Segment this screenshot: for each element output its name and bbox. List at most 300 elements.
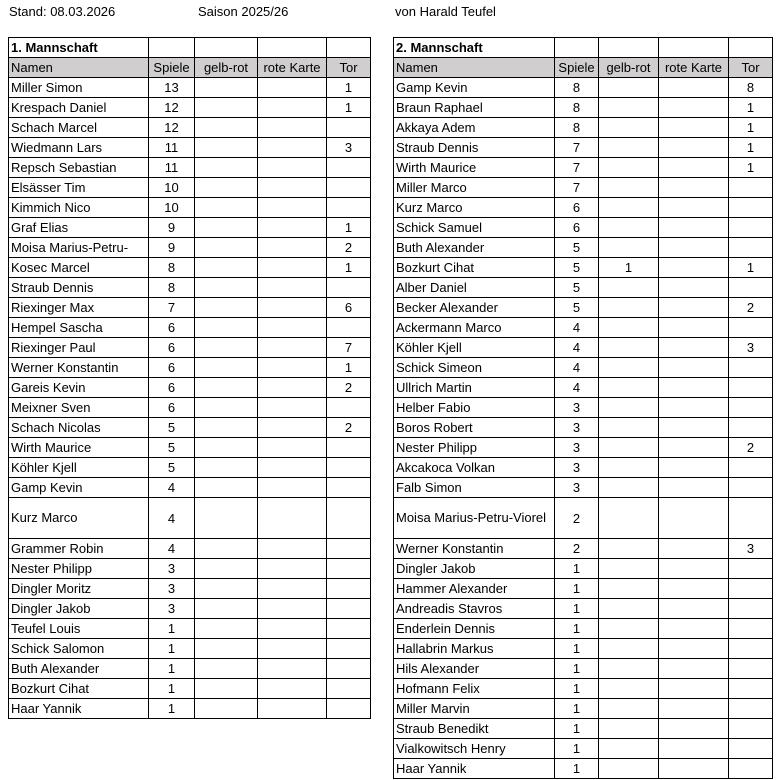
player-name: Dingler Moritz (9, 579, 149, 599)
red-card-count (258, 639, 327, 659)
games-count: 2 (555, 498, 599, 539)
table-row (394, 178, 773, 198)
table-row (394, 78, 773, 98)
games-count: 4 (555, 318, 599, 338)
player-name: Moisa Marius-Petru- (9, 238, 149, 258)
goals-count (729, 418, 773, 438)
goals-count (327, 438, 371, 458)
red-card-count (659, 258, 729, 278)
games-count: 6 (149, 398, 195, 418)
empty-cell (258, 38, 327, 58)
red-card-count (258, 78, 327, 98)
table-row (394, 438, 773, 458)
goals-count (729, 398, 773, 418)
goals-count (327, 599, 371, 619)
games-count: 4 (149, 478, 195, 498)
yellow-red-count (195, 218, 258, 238)
games-count: 5 (149, 438, 195, 458)
games-count: 2 (555, 539, 599, 559)
yellow-red-count (195, 158, 258, 178)
table-row (9, 659, 371, 679)
table-row (394, 278, 773, 298)
column-header-name: Namen (9, 58, 149, 78)
table-row (394, 318, 773, 338)
games-count: 12 (149, 118, 195, 138)
red-card-count (659, 559, 729, 579)
empty-cell (729, 38, 773, 58)
player-name: Miller Simon (9, 78, 149, 98)
player-name: Helber Fabio (394, 398, 555, 418)
goals-count (729, 238, 773, 258)
empty-cell (659, 38, 729, 58)
goals-count (327, 458, 371, 478)
goals-count (729, 619, 773, 639)
player-name: Nester Philipp (394, 438, 555, 458)
table-row (394, 619, 773, 639)
player-name: Hempel Sascha (9, 318, 149, 338)
red-card-count (258, 619, 327, 639)
red-card-count (258, 659, 327, 679)
red-card-count (659, 739, 729, 759)
red-card-count (258, 679, 327, 699)
table-row (394, 498, 773, 539)
player-name: Ullrich Martin (394, 378, 555, 398)
table-row (9, 298, 371, 318)
goals-count (729, 579, 773, 599)
red-card-count (258, 418, 327, 438)
table-row (9, 619, 371, 639)
red-card-count (258, 138, 327, 158)
yellow-red-count (599, 218, 659, 238)
player-name: Kurz Marco (9, 498, 149, 539)
red-card-count (659, 579, 729, 599)
yellow-red-count (599, 719, 659, 739)
red-card-count (258, 118, 327, 138)
table-row (9, 98, 371, 118)
yellow-red-count (195, 318, 258, 338)
column-header-rot: rote Karte (659, 58, 729, 78)
red-card-count (258, 338, 327, 358)
yellow-red-count (195, 258, 258, 278)
player-name: Dingler Jakob (9, 599, 149, 619)
goals-count: 2 (327, 378, 371, 398)
table-row (394, 699, 773, 719)
goals-count (729, 699, 773, 719)
yellow-red-count (195, 478, 258, 498)
red-card-count (659, 118, 729, 138)
table-row (9, 438, 371, 458)
table-row (9, 178, 371, 198)
stand-date: Stand: 08.03.2026 (9, 4, 116, 19)
red-card-count (258, 278, 327, 298)
team-title-row (394, 38, 773, 58)
yellow-red-count (195, 238, 258, 258)
red-card-count (659, 78, 729, 98)
table-row (394, 719, 773, 739)
player-name: Gamp Kevin (9, 478, 149, 498)
games-count: 1 (555, 579, 599, 599)
table-row (9, 378, 371, 398)
goals-count (327, 619, 371, 639)
player-name: Dingler Jakob (394, 559, 555, 579)
red-card-count (258, 98, 327, 118)
table-row (9, 539, 371, 559)
red-card-count (659, 178, 729, 198)
player-name: Riexinger Paul (9, 338, 149, 358)
goals-count: 2 (327, 418, 371, 438)
goals-count (327, 659, 371, 679)
games-count: 4 (555, 338, 599, 358)
games-count: 7 (149, 298, 195, 318)
games-count: 4 (555, 378, 599, 398)
yellow-red-count (599, 378, 659, 398)
red-card-count (258, 579, 327, 599)
player-name: Schick Samuel (394, 218, 555, 238)
table-row (9, 218, 371, 238)
table-row (394, 158, 773, 178)
empty-cell (327, 38, 371, 58)
table-row (394, 258, 773, 278)
player-name: Vialkowitsch Henry (394, 739, 555, 759)
games-count: 3 (555, 398, 599, 418)
yellow-red-count (599, 438, 659, 458)
goals-count: 1 (729, 158, 773, 178)
games-count: 7 (555, 158, 599, 178)
player-name: Braun Raphael (394, 98, 555, 118)
goals-count: 7 (327, 338, 371, 358)
table-row (394, 238, 773, 258)
player-name: Moisa Marius-Petru-Viorel (394, 498, 555, 539)
goals-count (729, 358, 773, 378)
player-name: Teufel Louis (9, 619, 149, 639)
goals-count: 1 (729, 118, 773, 138)
table-row (9, 158, 371, 178)
player-name: Falb Simon (394, 478, 555, 498)
yellow-red-count (599, 498, 659, 539)
player-name: Wiedmann Lars (9, 138, 149, 158)
goals-count (729, 659, 773, 679)
games-count: 1 (555, 759, 599, 779)
player-name: Straub Benedikt (394, 719, 555, 739)
table-row (9, 358, 371, 378)
player-name: Miller Marco (394, 178, 555, 198)
red-card-count (659, 679, 729, 699)
table-row (9, 579, 371, 599)
yellow-red-count (195, 679, 258, 699)
player-name: Meixner Sven (9, 398, 149, 418)
yellow-red-count (195, 198, 258, 218)
goals-count (327, 198, 371, 218)
goals-count: 3 (729, 338, 773, 358)
player-name: Grammer Robin (9, 539, 149, 559)
team2-table (393, 37, 773, 779)
yellow-red-count (599, 619, 659, 639)
table-row (394, 218, 773, 238)
yellow-red-count (599, 78, 659, 98)
table-row (394, 639, 773, 659)
column-header-tor: Tor (729, 58, 773, 78)
games-count: 1 (149, 679, 195, 699)
red-card-count (659, 318, 729, 338)
games-count: 3 (149, 559, 195, 579)
player-name: Buth Alexander (9, 659, 149, 679)
table-row (394, 338, 773, 358)
table-row (9, 478, 371, 498)
table-row (394, 358, 773, 378)
yellow-red-count (599, 138, 659, 158)
yellow-red-count (195, 579, 258, 599)
yellow-red-count (599, 358, 659, 378)
games-count: 3 (555, 438, 599, 458)
goals-count (729, 198, 773, 218)
goals-count (729, 759, 773, 779)
goals-count: 1 (327, 358, 371, 378)
team-title: 2. Mannschaft (394, 38, 555, 58)
table-row (9, 458, 371, 478)
games-count: 13 (149, 78, 195, 98)
games-count: 1 (555, 619, 599, 639)
yellow-red-count (599, 599, 659, 619)
games-count: 6 (555, 218, 599, 238)
goals-count: 2 (729, 438, 773, 458)
goals-count (729, 639, 773, 659)
player-name: Hallabrin Markus (394, 639, 555, 659)
yellow-red-count (599, 118, 659, 138)
table-row (9, 599, 371, 619)
games-count: 5 (149, 458, 195, 478)
yellow-red-count (599, 458, 659, 478)
yellow-red-count (599, 278, 659, 298)
red-card-count (258, 478, 327, 498)
games-count: 1 (149, 699, 195, 719)
red-card-count (258, 298, 327, 318)
yellow-red-count (599, 659, 659, 679)
player-name: Werner Konstantin (9, 358, 149, 378)
table-row (394, 599, 773, 619)
games-count: 8 (149, 278, 195, 298)
games-count: 1 (555, 639, 599, 659)
player-name: Schick Salomon (9, 639, 149, 659)
goals-count (327, 699, 371, 719)
games-count: 11 (149, 158, 195, 178)
column-header-row (394, 58, 773, 78)
yellow-red-count (195, 458, 258, 478)
table-row (394, 198, 773, 218)
yellow-red-count (599, 398, 659, 418)
yellow-red-count (195, 498, 258, 539)
red-card-count (659, 338, 729, 358)
yellow-red-count (195, 418, 258, 438)
player-name: Buth Alexander (394, 238, 555, 258)
goals-count: 1 (327, 258, 371, 278)
column-header-name: Namen (394, 58, 555, 78)
table-row (394, 559, 773, 579)
player-name: Nester Philipp (9, 559, 149, 579)
player-name: Straub Dennis (394, 138, 555, 158)
goals-count (729, 498, 773, 539)
games-count: 6 (149, 378, 195, 398)
yellow-red-count (195, 398, 258, 418)
games-count: 8 (555, 118, 599, 138)
red-card-count (258, 158, 327, 178)
red-card-count (659, 418, 729, 438)
red-card-count (659, 478, 729, 498)
table-row (9, 559, 371, 579)
empty-cell (149, 38, 195, 58)
yellow-red-count (599, 679, 659, 699)
red-card-count (659, 458, 729, 478)
games-count: 1 (555, 599, 599, 619)
goals-count (729, 458, 773, 478)
goals-count (327, 579, 371, 599)
yellow-red-count (599, 338, 659, 358)
games-count: 1 (555, 559, 599, 579)
games-count: 3 (555, 458, 599, 478)
yellow-red-count (195, 619, 258, 639)
column-header-rot: rote Karte (258, 58, 327, 78)
goals-count (327, 498, 371, 539)
table-row (394, 759, 773, 779)
games-count: 7 (555, 138, 599, 158)
games-count: 5 (555, 238, 599, 258)
table-row (394, 458, 773, 478)
games-count: 1 (149, 659, 195, 679)
yellow-red-count (599, 198, 659, 218)
author-label: von Harald Teufel (395, 4, 496, 19)
games-count: 8 (555, 98, 599, 118)
player-name: Hofmann Felix (394, 679, 555, 699)
games-count: 10 (149, 198, 195, 218)
red-card-count (659, 438, 729, 458)
goals-count (729, 178, 773, 198)
column-header-spiele: Spiele (149, 58, 195, 78)
table-row (9, 338, 371, 358)
games-count: 1 (555, 699, 599, 719)
games-count: 9 (149, 238, 195, 258)
goals-count: 3 (729, 539, 773, 559)
red-card-count (659, 278, 729, 298)
player-name: Schach Marcel (9, 118, 149, 138)
yellow-red-count (195, 78, 258, 98)
yellow-red-count (195, 358, 258, 378)
goals-count (729, 218, 773, 238)
player-name: Werner Konstantin (394, 539, 555, 559)
yellow-red-count (599, 158, 659, 178)
red-card-count (258, 358, 327, 378)
table-row (394, 298, 773, 318)
table-row (9, 278, 371, 298)
games-count: 1 (149, 619, 195, 639)
column-header-row (9, 58, 371, 78)
games-count: 4 (149, 498, 195, 539)
red-card-count (258, 498, 327, 539)
yellow-red-count (195, 599, 258, 619)
player-name: Elsässer Tim (9, 178, 149, 198)
table-row (9, 238, 371, 258)
team1-table (8, 37, 371, 719)
games-count: 1 (555, 679, 599, 699)
goals-count (327, 278, 371, 298)
goals-count (327, 639, 371, 659)
empty-cell (599, 38, 659, 58)
yellow-red-count (599, 739, 659, 759)
games-count: 1 (555, 739, 599, 759)
season-label: Saison 2025/26 (198, 4, 289, 19)
games-count: 3 (555, 418, 599, 438)
red-card-count (659, 378, 729, 398)
goals-count (327, 559, 371, 579)
player-name: Ackermann Marco (394, 318, 555, 338)
table-row (394, 739, 773, 759)
yellow-red-count (599, 539, 659, 559)
player-name: Alber Daniel (394, 278, 555, 298)
table-row (394, 539, 773, 559)
red-card-count (659, 238, 729, 258)
goals-count: 1 (729, 98, 773, 118)
games-count: 5 (149, 418, 195, 438)
team-title: 1. Mannschaft (9, 38, 149, 58)
yellow-red-count (599, 318, 659, 338)
yellow-red-count (195, 559, 258, 579)
red-card-count (258, 539, 327, 559)
table-row (9, 498, 371, 539)
player-name: Gareis Kevin (9, 378, 149, 398)
player-name: Repsch Sebastian (9, 158, 149, 178)
player-name: Hils Alexander (394, 659, 555, 679)
red-card-count (258, 438, 327, 458)
yellow-red-count (195, 438, 258, 458)
red-card-count (659, 358, 729, 378)
goals-count (729, 478, 773, 498)
red-card-count (659, 699, 729, 719)
goals-count: 1 (729, 138, 773, 158)
table-row (394, 378, 773, 398)
red-card-count (258, 218, 327, 238)
player-name: Haar Yannik (394, 759, 555, 779)
red-card-count (258, 258, 327, 278)
player-name: Kurz Marco (394, 198, 555, 218)
yellow-red-count (195, 138, 258, 158)
games-count: 5 (555, 258, 599, 278)
goals-count (327, 318, 371, 338)
table-row (394, 579, 773, 599)
goals-count (729, 318, 773, 338)
player-name: Miller Marvin (394, 699, 555, 719)
player-name: Boros Robert (394, 418, 555, 438)
games-count: 10 (149, 178, 195, 198)
goals-count (327, 398, 371, 418)
player-name: Schick Simeon (394, 358, 555, 378)
red-card-count (659, 659, 729, 679)
games-count: 6 (149, 338, 195, 358)
goals-count: 3 (327, 138, 371, 158)
games-count: 8 (149, 258, 195, 278)
red-card-count (258, 599, 327, 619)
table-row (394, 398, 773, 418)
yellow-red-count (195, 639, 258, 659)
table-row (9, 198, 371, 218)
goals-count: 2 (327, 238, 371, 258)
player-name: Haar Yannik (9, 699, 149, 719)
player-name: Kimmich Nico (9, 198, 149, 218)
red-card-count (659, 298, 729, 318)
player-name: Riexinger Max (9, 298, 149, 318)
column-header-gelbrot: gelb-rot (195, 58, 258, 78)
goals-count: 8 (729, 78, 773, 98)
red-card-count (659, 619, 729, 639)
yellow-red-count (599, 639, 659, 659)
yellow-red-count (599, 699, 659, 719)
